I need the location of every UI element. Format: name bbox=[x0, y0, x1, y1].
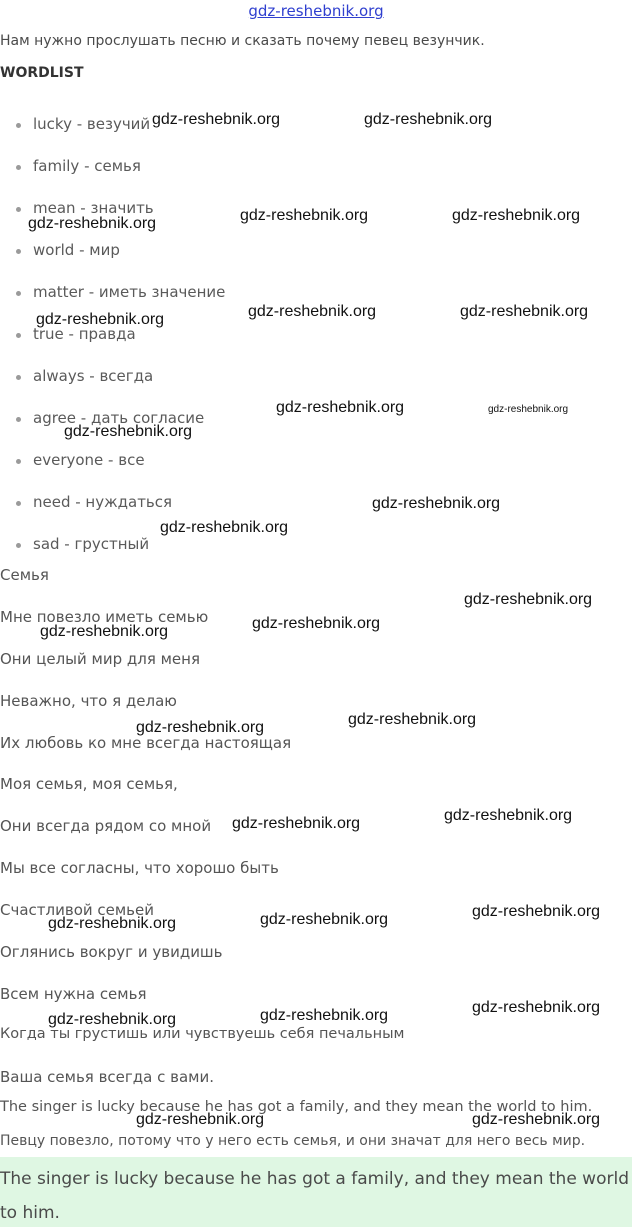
translation-line: Ваша семья всегда с вами. bbox=[0, 1068, 214, 1086]
watermark: gdz-reshebnik.org bbox=[152, 111, 281, 128]
watermark: gdz-reshebnik.org bbox=[488, 404, 569, 415]
wordlist-item: family - семья bbox=[33, 157, 141, 175]
translation-line: Семья bbox=[0, 566, 49, 584]
translation-line: Они целый мир для меня bbox=[0, 650, 200, 668]
watermark: gdz-reshebnik.org bbox=[276, 399, 405, 416]
translation-line: Мне повезло иметь семью bbox=[0, 608, 209, 626]
watermark: gdz-reshebnik.org bbox=[248, 303, 377, 320]
bullet-icon bbox=[16, 501, 21, 506]
watermark: gdz-reshebnik.org bbox=[136, 719, 265, 736]
wordlist-item: agree - дать согласие bbox=[33, 409, 205, 427]
watermark: gdz-reshebnik.org bbox=[472, 1111, 601, 1128]
bullet-icon bbox=[16, 333, 21, 338]
watermark: gdz-reshebnik.org bbox=[472, 999, 601, 1016]
translation-line: Неважно, что я делаю bbox=[0, 692, 177, 710]
bullet-icon bbox=[16, 207, 21, 212]
bullet-icon bbox=[16, 291, 21, 296]
watermark: gdz-reshebnik.org bbox=[260, 1007, 389, 1024]
translation-line: Они всегда рядом со мной bbox=[0, 817, 212, 835]
site-link[interactable]: gdz-reshebnik.org bbox=[248, 2, 384, 20]
translation-line: Всем нужна семья bbox=[0, 985, 147, 1003]
bullet-icon bbox=[16, 459, 21, 464]
wordlist-item: sad - грустный bbox=[33, 535, 150, 553]
watermark: gdz-reshebnik.org bbox=[252, 615, 381, 632]
answer-english: The singer is lucky because he has got a family, and they mean the world to him. bbox=[0, 1099, 593, 1115]
bullet-icon bbox=[16, 165, 21, 170]
watermark: gdz-reshebnik.org bbox=[364, 111, 493, 128]
watermark: gdz-reshebnik.org bbox=[460, 303, 589, 320]
watermark: gdz-reshebnik.org bbox=[48, 1011, 177, 1028]
watermark: gdz-reshebnik.org bbox=[48, 915, 177, 932]
watermark: gdz-reshebnik.org bbox=[40, 623, 169, 640]
translation-line: Моя семья, моя семья, bbox=[0, 775, 178, 793]
translation-line: Оглянись вокруг и увидишь bbox=[0, 943, 223, 961]
wordlist-item: matter - иметь значение bbox=[33, 283, 226, 301]
translation-line: Мы все согласны, что хорошо быть bbox=[0, 859, 279, 877]
watermark: gdz-reshebnik.org bbox=[444, 807, 573, 824]
translation-line: Счастливой семьей bbox=[0, 901, 154, 919]
wordlist-item: everyone - все bbox=[33, 451, 145, 469]
watermark: gdz-reshebnik.org bbox=[372, 495, 501, 512]
watermark: gdz-reshebnik.org bbox=[36, 311, 165, 328]
watermark: gdz-reshebnik.org bbox=[464, 591, 593, 608]
watermark: gdz-reshebnik.org bbox=[472, 903, 601, 920]
watermark: gdz-reshebnik.org bbox=[260, 911, 389, 928]
watermark: gdz-reshebnik.org bbox=[452, 207, 581, 224]
wordlist-item: world - мир bbox=[33, 241, 120, 259]
wordlist-item: always - всегда bbox=[33, 367, 154, 385]
watermark: gdz-reshebnik.org bbox=[28, 215, 157, 232]
wordlist-item: true - правда bbox=[33, 325, 136, 343]
wordlist-item: mean - значить bbox=[33, 199, 154, 217]
bullet-icon bbox=[16, 543, 21, 548]
watermark: gdz-reshebnik.org bbox=[240, 207, 369, 224]
wordlist-item: lucky - везучий bbox=[33, 115, 151, 133]
highlighted-answer: The singer is lucky because he has got a family, and they mean the world to him. bbox=[0, 1169, 629, 1223]
bullet-icon bbox=[16, 375, 21, 380]
watermark: gdz-reshebnik.org bbox=[136, 1111, 265, 1128]
wordlist-heading: WORDLIST bbox=[0, 65, 84, 81]
watermark: gdz-reshebnik.org bbox=[232, 815, 361, 832]
translation-line: Когда ты грустишь или чувствуешь себя печальным bbox=[0, 1026, 405, 1042]
bullet-icon bbox=[16, 417, 21, 422]
bullet-icon bbox=[16, 249, 21, 254]
translation-line: Их любовь ко мне всегда настоящая bbox=[0, 734, 292, 752]
bullet-icon bbox=[16, 123, 21, 128]
wordlist-item: need - нуждаться bbox=[33, 493, 173, 511]
watermark: gdz-reshebnik.org bbox=[160, 519, 289, 536]
watermark: gdz-reshebnik.org bbox=[348, 711, 477, 728]
intro-text: Нам нужно прослушать песню и сказать почему певец везунчик. bbox=[0, 33, 485, 49]
watermark: gdz-reshebnik.org bbox=[64, 423, 193, 440]
answer-russian: Певцу повезло, потому что у него есть семья, и они значат для него весь мир. bbox=[0, 1133, 586, 1149]
